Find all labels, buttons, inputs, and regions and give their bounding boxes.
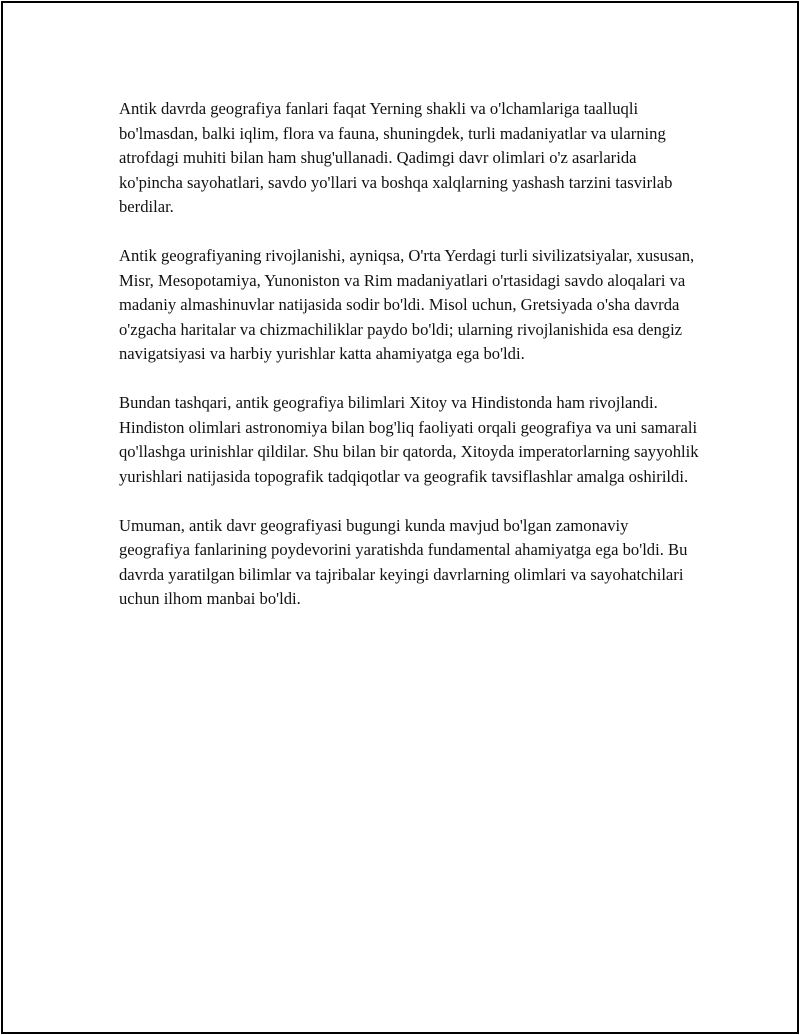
document-page [1,1,799,1034]
paragraph: Antik davrda geografiya fanlari faqat Yerning shakli va o'lchamlariga taalluqli bo'lmasdan, balki iqlim, flora va fauna, shuningdek, turli madaniyatlar va ularning atrofdagi muhiti bilan ham shug'ullanadi. Qadimgi davr olimlari o'z asarlarida ko'pincha sayohatlari, savdo yo'llari va boshqa xalqlarning yashash tarzini tasvirlab berdilar. [119,99,673,216]
document-body [119,97,699,636]
paragraph: Antik geografiyaning rivojlanishi, ayniqsa, O'rta Yerdagi turli sivilizatsiyalar, xususan, Misr, Mesopotamiya, Yunoniston va Rim madaniyatlari o'rtasidagi savdo aloqalari va madaniy almashinuvlar natijasida sodir bo'ldi. Misol uchun, Gretsiyada o'sha davrda o'zgacha haritalar va chizmachiliklar paydo bo'ldi; ularning rivojlanishida esa dengiz navigatsiyasi va harbiy yurishlar katta ahamiyatga ega bo'ldi. [119,246,695,363]
paragraph: Umuman, antik davr geografiyasi bugungi kunda mavjud bo'lgan zamonaviy geografiya fanlarining poydevorini yaratishda fundamental ahamiyatga ega bo'ldi. Bu davrda yaratilgan bilimlar va tajribalar keyingi davrlarning olimlari va sayohatchilari uchun ilhom manbai bo'ldi. [119,515,688,608]
paragraph: Bundan tashqari, antik geografiya bilimlari Xitoy va Hindistonda ham rivojlandi. Hindiston olimlari astronomiya bilan bog'liq faoliyati orqali geografiya va uni samarali qo'llashga urinishlar qildilar. Shu bilan bir qatorda, Xitoyda imperatorlarning sayyohlik yurishlari natijasida topografik tadqiqotlar va geografik tavsiflashlar amalga oshirildi. [119,393,699,486]
